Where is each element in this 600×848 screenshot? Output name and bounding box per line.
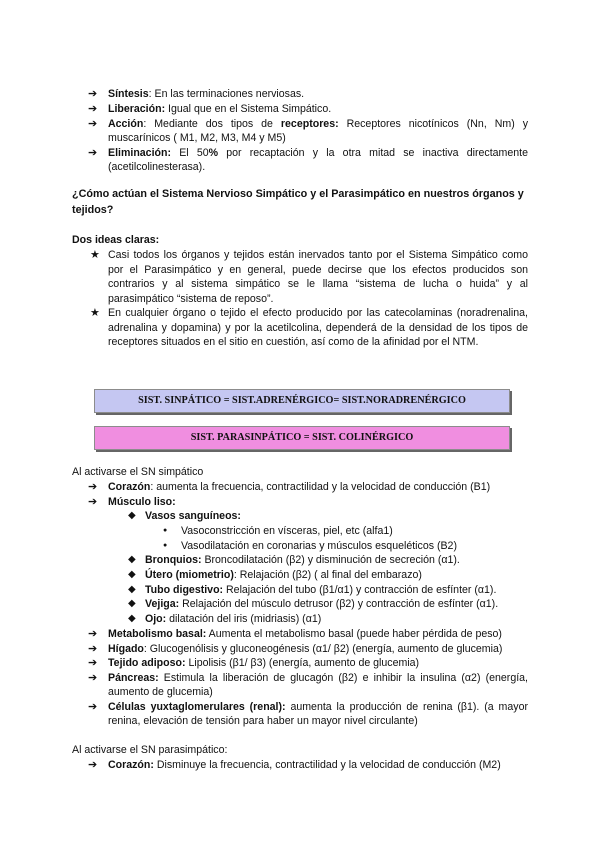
term: Páncreas: [108, 672, 159, 684]
list-item-text [145, 612, 528, 626]
star-icon: ★ [90, 249, 100, 261]
term: Ojo: [145, 613, 167, 625]
list-item-text [108, 495, 528, 509]
description: Lipolisis (β1/ β3) (energía, aumento de glucemia) [185, 657, 420, 669]
term: Metabolismo basal: [108, 628, 207, 640]
arrow-icon: ➔ [88, 118, 98, 130]
list-item-text [108, 671, 528, 699]
list-item-text [145, 568, 528, 582]
arrow-icon: ➔ [88, 672, 98, 684]
list-item-text [108, 87, 528, 101]
description: : Glucogenólisis y gluconeogénesis (α1/ β2) (energía, aumento de glucemia) [143, 643, 503, 655]
description: Relajación del músculo detrusor (β2) y contracción de esfínter (α1). [179, 598, 499, 610]
term: Tubo digestivo: [145, 584, 224, 596]
term: Vejiga: [145, 598, 180, 610]
list-item-text [108, 656, 528, 670]
term: receptores: [280, 118, 339, 130]
arrow-icon: ➔ [88, 643, 98, 655]
description: : Mediante dos tipos de [143, 118, 281, 130]
arrow-icon: ➔ [88, 147, 98, 159]
list-item-text [108, 642, 530, 656]
arrow-icon: ➔ [88, 88, 98, 100]
term: % [208, 147, 219, 159]
arrow-icon: ➔ [88, 657, 98, 669]
diamond-icon: ◆ [128, 598, 136, 609]
description: Disminuye la frecuencia, contractilidad y la velocidad de conducción (M2) [153, 759, 501, 771]
description: aumenta la producción de renina (β1). (a mayor renina, elevación de tensión para haber un mayor nivel circulante) [108, 701, 528, 727]
parasympathetic-intro: Al activarse el SN parasimpático: [72, 744, 228, 756]
sympathetic-box-label: SIST. SINPÁTICO = SIST.ADRENÉRGICO= SIST.NORADRENÉRGICO [138, 395, 466, 406]
diamond-icon: ◆ [128, 510, 136, 521]
sub-item-text: Vasoconstricción en vísceras, piel, etc (alfa1) [181, 525, 393, 537]
list-item-text [145, 509, 525, 523]
term: Corazón: [108, 759, 154, 771]
bullet-icon: ● [163, 542, 168, 549]
arrow-icon: ➔ [88, 759, 98, 771]
list-item-text [108, 102, 528, 116]
description: por recaptación y la otra mitad se inactiva directamente (acetilcolinesterasa). [108, 147, 529, 173]
bullet-icon: ● [163, 527, 168, 534]
list-item-text [108, 627, 530, 641]
section-question: ¿Cómo actúan el Sistema Nervioso Simpático y el Parasimpático en nuestros órganos y tejidos? [72, 188, 524, 216]
term: Útero (miometrio) [145, 569, 234, 581]
diamond-icon: ◆ [128, 569, 136, 580]
description: dilatación del iris (midriasis) (α1) [166, 613, 322, 625]
idea-text: En cualquier órgano o tejido el efecto producido por las catecolaminas (noradrenalina, adrenalina y dopamina) y por la acetilcolina, dependerá de la densidad de los tipos de receptores situados en el sitio en cuestión, así como de la afinidad por el NTM. [108, 307, 528, 348]
idea-text: Casi todos los órganos y tejidos están inervados tanto por el Sistema Simpático como por el Parasimpático y en general, puede decirse que los efectos producidos son contrarios y al sistema simpático se le llama “sistema de lucha o huida” y al parasimpático “sistema de reposo”. [108, 249, 528, 305]
list-item-text [108, 146, 528, 174]
description: Aumenta el metabolismo basal (puede haber pérdida de peso) [206, 628, 502, 640]
list-item-text [145, 597, 528, 611]
description: : aumenta la frecuencia, contractilidad y la velocidad de conducción (B1) [150, 481, 491, 493]
diamond-icon: ◆ [128, 584, 136, 595]
diamond-icon: ◆ [128, 613, 136, 624]
arrow-icon: ➔ [88, 628, 98, 640]
description: El 50 [170, 147, 209, 159]
ideas-heading: Dos ideas claras: [72, 234, 160, 246]
description: Broncodilatación (β2) y disminución de secreción (α1). [201, 554, 460, 566]
description: Igual que en el Sistema Simpático. [165, 103, 332, 115]
term: Síntesis [108, 88, 149, 100]
list-item-text [108, 117, 528, 145]
list-item-text [108, 480, 528, 494]
diamond-icon: ◆ [128, 554, 136, 565]
list-item-text [145, 583, 528, 597]
description: : En las terminaciones nerviosas. [148, 88, 305, 100]
term: Tejido adiposo: [108, 657, 186, 669]
term: Hígado [108, 643, 144, 655]
description: Receptores nicotínicos (Nn, Nm) y muscarínicos ( M1, M2, M3, M4 y M5) [108, 118, 528, 144]
description: Estimula la liberación de glucagón (β2) e inhibir la insulina (α2) (energía, aumento de glucemia) [108, 672, 528, 698]
term: Bronquios: [145, 554, 202, 566]
list-item-text [108, 700, 528, 728]
list-item-text [145, 553, 528, 567]
term: Acción [108, 118, 144, 130]
sub-item-text: Vasodilatación en coronarias y músculos esqueléticos (B2) [181, 540, 457, 552]
term: Células yuxtaglomerulares (renal): [108, 701, 286, 713]
description: : Relajación (β2) ( al final del embarazo) [233, 569, 422, 581]
arrow-icon: ➔ [88, 103, 98, 115]
term: Liberación: [108, 103, 166, 115]
description: Relajación del tubo (β1/α1) y contracción de esfínter (α1). [223, 584, 497, 596]
term: Músculo liso: [108, 496, 176, 508]
parasympathetic-box [94, 426, 510, 450]
arrow-icon: ➔ [88, 496, 98, 508]
sympathetic-box [94, 389, 510, 413]
sympathetic-intro: Al activarse el SN simpático [72, 466, 204, 478]
term: Eliminación: [108, 147, 171, 159]
arrow-icon: ➔ [88, 481, 98, 493]
list-item-text [108, 758, 530, 772]
parasympathetic-box-label: SIST. PARASINPÁTICO = SIST. COLINÉRGICO [190, 432, 414, 443]
term: Vasos sanguíneos: [145, 510, 241, 522]
arrow-icon: ➔ [88, 701, 98, 713]
star-icon: ★ [90, 307, 100, 319]
term: Corazón [108, 481, 151, 493]
